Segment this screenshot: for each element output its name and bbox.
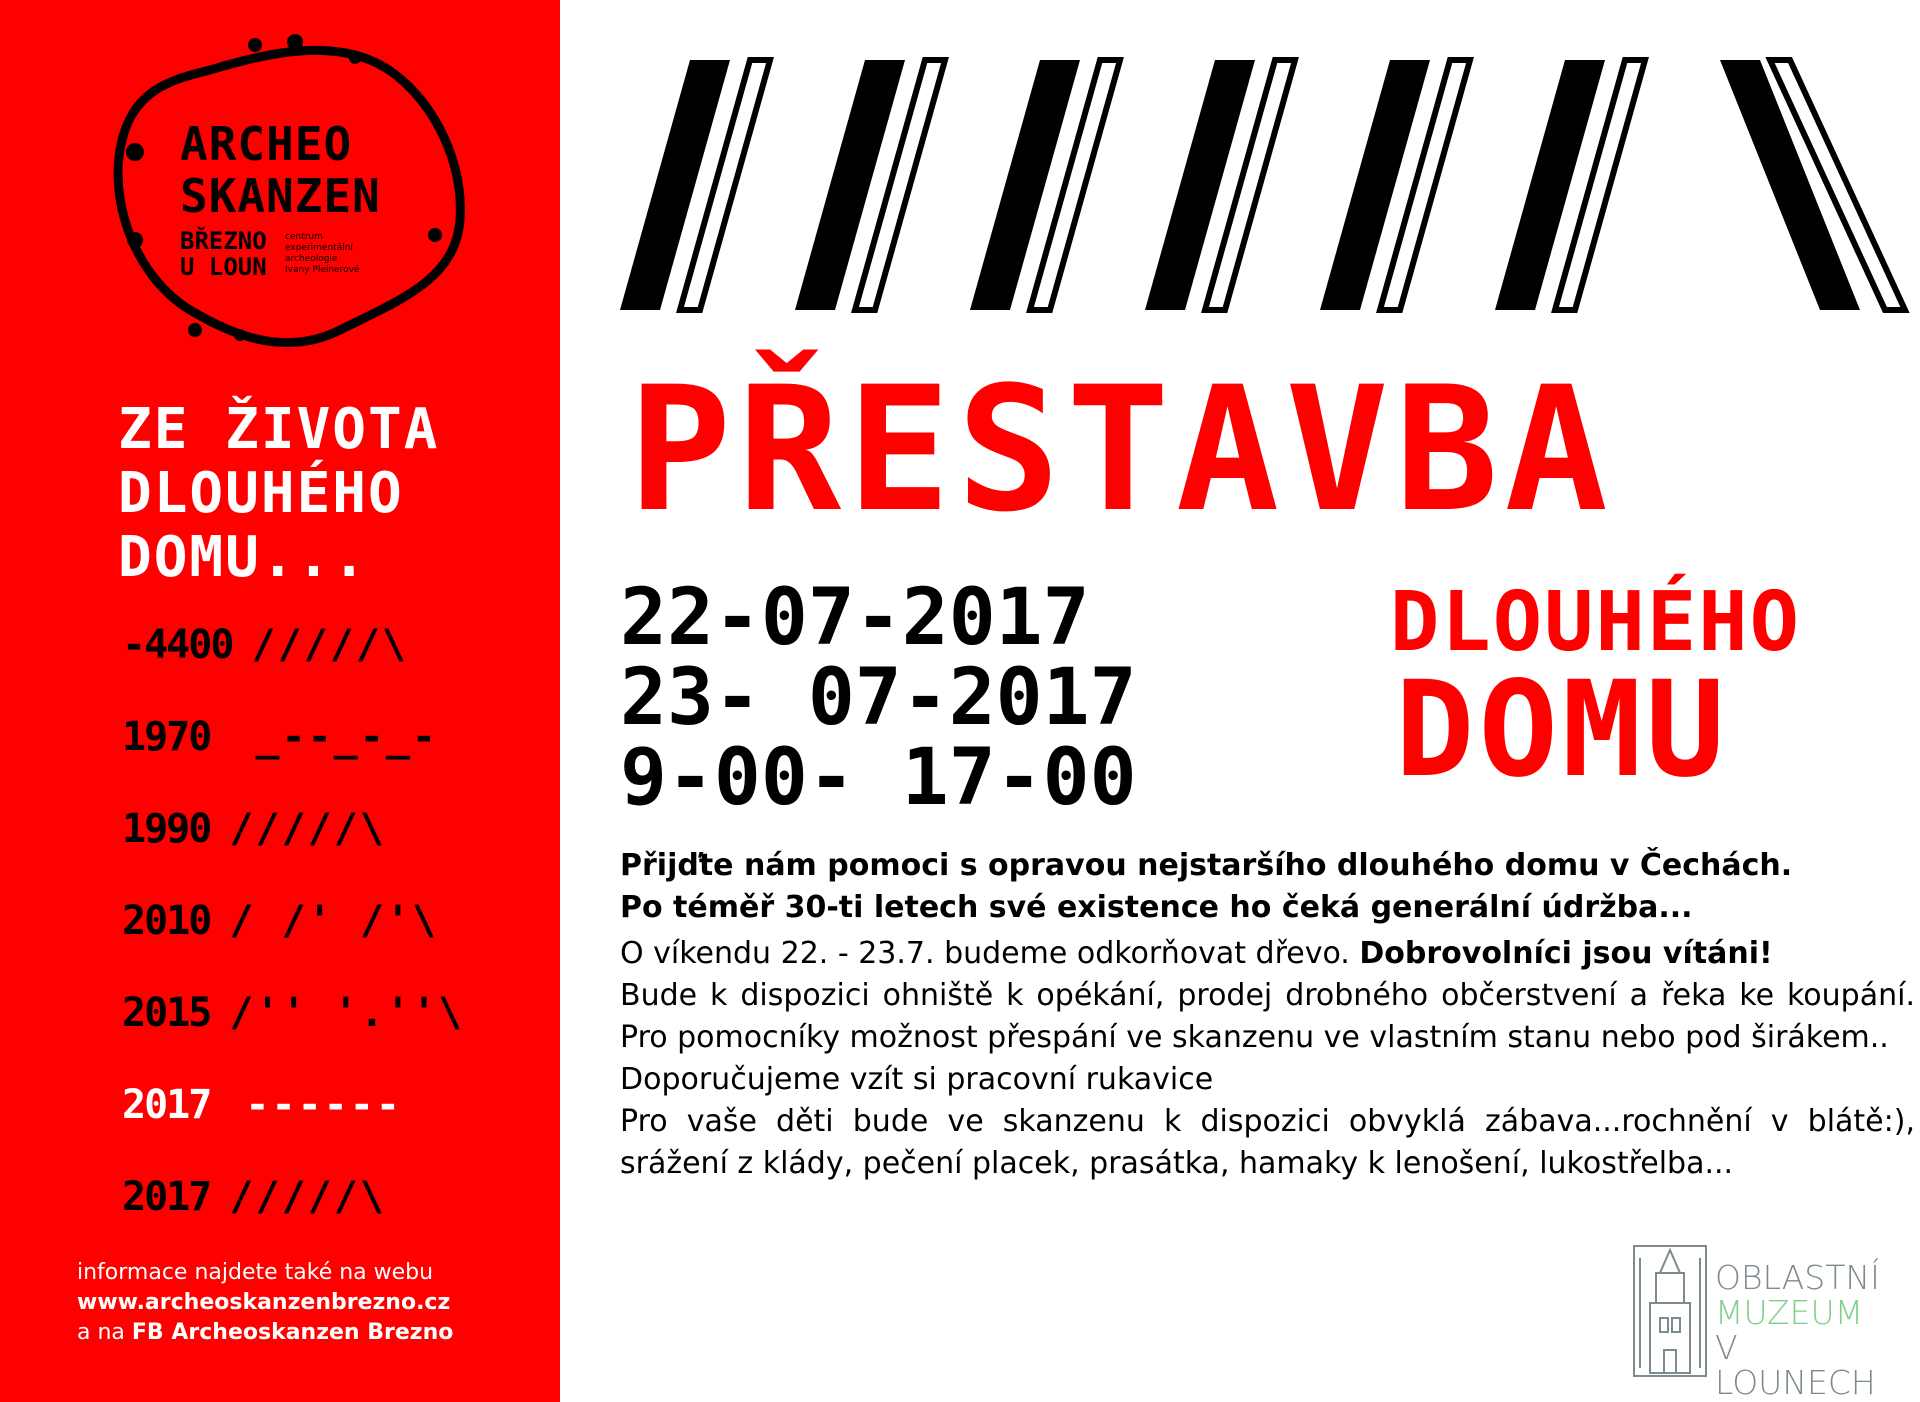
timeline-mark: /////\ [229,1174,386,1220]
date-line-1: 22-07-2017 [620,573,1090,663]
event-dates [620,573,1137,823]
timeline-year: 2015 [122,990,211,1036]
timeline-mark: ------ [245,1082,402,1128]
date-line-2: 23- 07-2017 [620,653,1137,743]
volunteers-welcome: Dobrovolníci jsou vítáni! [1359,936,1773,971]
roof-graphic [620,55,1920,325]
intro-line-1: Přijďte nám pomoci s opravou nejstaršího dlouhého domu v Čechách. [620,848,1793,883]
time-line: 9-00- 17-00 [620,733,1137,823]
headline [118,398,439,590]
museum-logo [1630,1238,1900,1402]
timeline-row [122,898,438,948]
timeline-year: 2017 [122,1174,211,1220]
museum-tower-icon [1630,1238,1710,1380]
timeline-row [122,622,408,672]
body-paragraph-3: Doporučujeme vzít si pracovní rukavice [620,1062,1214,1097]
logo-title: ARCHEO SKANZEN [180,117,381,223]
timeline-row [122,990,464,1040]
body-paragraph-4: Pro vaše děti bude ve skanzenu k dispozici obvyklá zábava...rochnění v blátě:), srážení z klády, pečení placek, prasátka, hamaky k lenošení, lukostřelba... [620,1104,1915,1181]
timeline-mark: _--_-_- [255,714,438,760]
timeline-mark: / /' /'\ [229,898,439,944]
subtitle-dlouheho: DLOUHÉHO [1390,575,1801,670]
headline-line-3: DOMU... [118,525,369,590]
body-paragraph-1: O víkendu 22. - 23.7. budeme odkorňovat dřevo. Dobrovolníci jsou vítáni! [620,936,1773,971]
logo-subtitle: centrum experimentální archeologie Ivany Pleinerové [285,232,360,275]
timeline-year: 1970 [122,714,211,760]
timeline-row [122,1082,402,1132]
main-title: PŘESTAVBA [628,349,1614,550]
facebook-link[interactable]: FB Archeoskanzen Brezno [131,1320,454,1345]
museum-name: OBLASTNÍ MUZEUM V LOUNECH [1715,1258,1880,1402]
timeline-mark: /////\ [251,622,409,668]
timeline-year: 1990 [122,806,211,852]
footer-prefix: a na [77,1320,125,1345]
logo-place: BŘEZNO U LOUN [180,227,267,281]
timeline-row [122,714,438,764]
archeoskanzen-logo [100,30,480,360]
timeline-year: 2010 [122,898,211,944]
website-link[interactable]: www.archeoskanzenbrezno.cz [77,1290,451,1315]
subtitle-domu: DOMU [1395,653,1729,807]
body-text [620,933,1915,1185]
body-paragraph-2: Bude k dispozici ohniště k opékání, prodej drobného občerstvení a řeka ke koupání. Pro pomocníky možnost přespání ve skanzenu ve vlastním stanu nebo pod širákem.. [620,978,1915,1055]
timeline-row [122,1174,386,1224]
headline-line-1: ZE ŽIVOTA [118,397,440,462]
footer-info [77,1258,453,1348]
timeline-mark: /'' '.''\ [229,990,465,1036]
intro-text [620,845,1915,929]
footer-line-1: informace najdete také na webu [77,1260,434,1285]
timeline-row [122,806,386,856]
intro-line-2: Po téměř 30-ti letech své existence ho čeká generální údržba... [620,890,1693,925]
timeline-year: -4400 [122,622,233,668]
timeline-year: 2017 [122,1082,211,1128]
timeline-mark: /////\ [229,806,386,852]
headline-line-2: DLOUHÉHO [118,461,404,526]
